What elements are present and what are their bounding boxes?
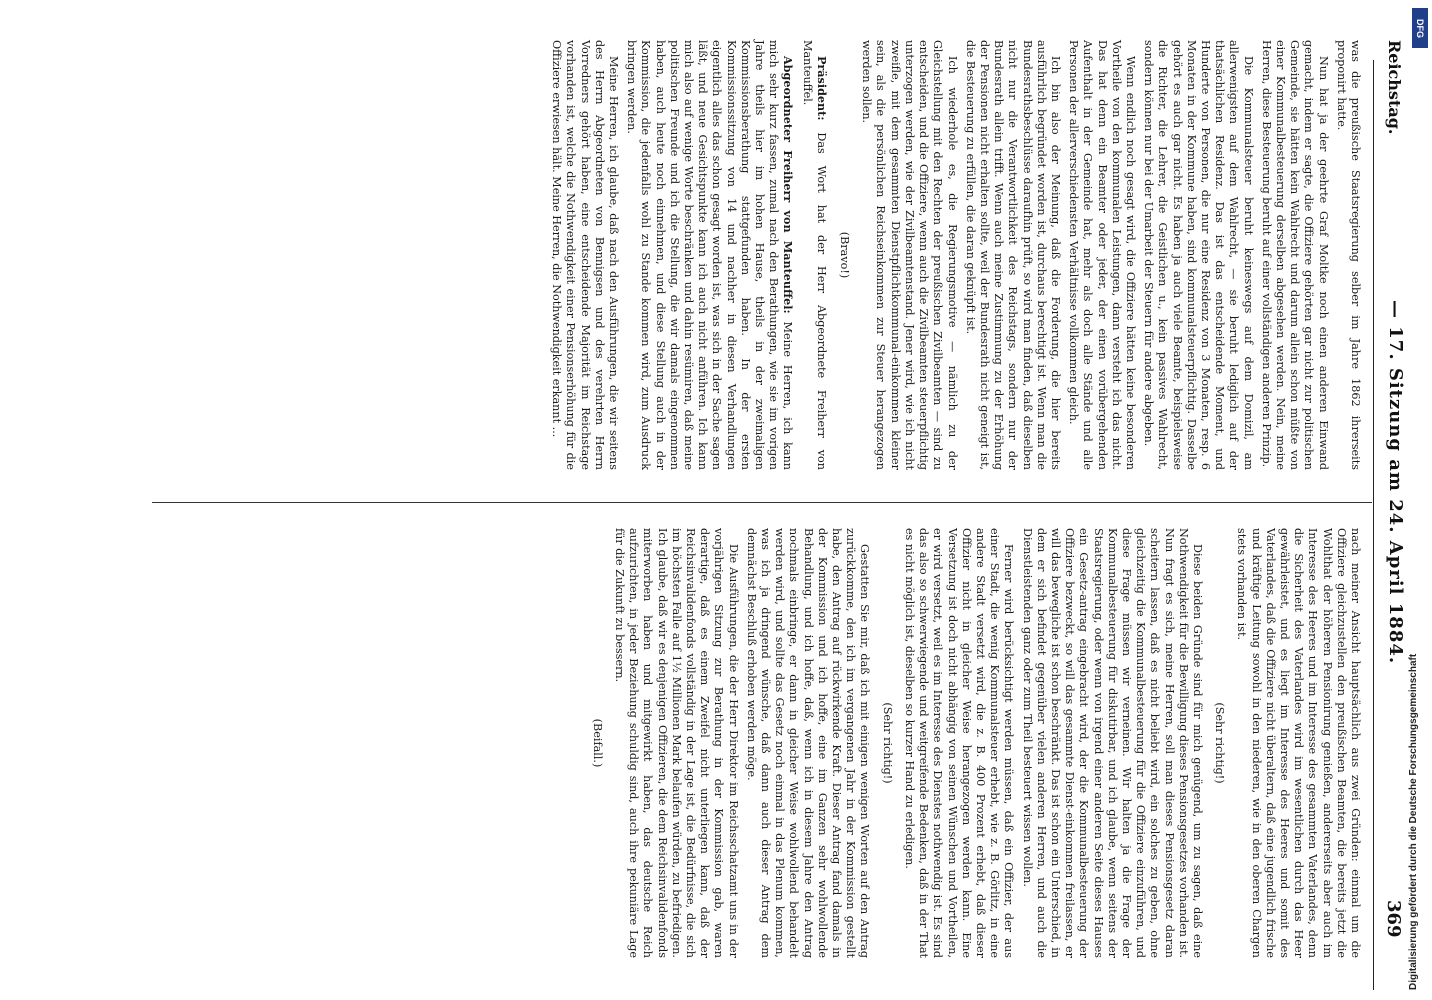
paragraph: Nun hat ja der geehrte Graf Moltke noch einen anderen Einwand gemacht, indem er sagte, die Offiziere gehörten gar nicht zur politischen Gemeinde, sie hätten kein Wahlrecht und darum allein schon müßte von einer Kommunalbesteuerung derselben abgesehen werden. Nein, meine Herren, diese Besteuerung beruht auf einer vollständigen anderen Prinzip. bbox=[1259, 40, 1330, 470]
paragraph: nach meiner Ansicht hauptsächlich aus zwei Gründen: einmal um die Offiziere gleichzustellen den preußischen Beamten, die bereits jetzt die Wohlthat der höheren Pensionirung genießen, andererseits aber auch im Interesse des Heeres und im Interesse des gesammten Vaterlandes, denn die Sicherheit des Vaterlandes wird im wesentlichen durch das Heer gewährleistet, und es liegt im Interesse des Heeres und somit des Vaterlandes, daß die Offiziere nicht überaltern, daß eine jugendlich frische und kräftige Leitung sowohl in den niederen, wie in den oberen Chargen stets vorhanden ist. bbox=[1235, 528, 1362, 958]
remark-sehr-richtig: (Sehr richtig!) bbox=[1213, 702, 1227, 784]
right-column bbox=[582, 528, 1362, 958]
remark-sehr-richtig: (Sehr richtig!) bbox=[880, 702, 894, 784]
dfg-logo: DFG bbox=[1412, 8, 1428, 48]
remark-bravo: (Bravo!) bbox=[838, 231, 852, 279]
left-column bbox=[545, 40, 1362, 470]
digitization-note: Digitalisierung gefördert durch die Deutsche Forschungsgemeinschaft bbox=[1408, 653, 1419, 990]
paragraph: Diese beiden Gründe sind für mich genügend, um zu sagen, daß eine Nothwendigkeit für die Bewilligung dieses Pensionsgesetzes vorhanden ist. Nun fragt es sich, meine Herren, soll man dieses Pensionsgesetz daran scheitern lassen, daß es nicht beliebt wird, ein solches zu geben, ohne gleichzeitig die Kommunalbesteuerung für die Offiziere einzuführen, und diese Frage müssen wir verneinen. Wir halten ja die Frage der Kommunalbesteuerung für diskutirbar, und ich glaube, wenn seitens der Staatsregierung, oder wenn von irgend einer anderen Seite dieses Hauses ein Gesetz-antrag eingebracht wird, der die Kommunalbesteuerung der Offiziere bezweckt, so will das gesammte Dienst-einkommen freilassen, er will das bewegliche ist schon beschränkt. Das ist schon ein Unterschied, in dem er sich befindet gegenüber vielen anderen Herren, und auch die Dienstleistenden ganz oder zum Theil besteuert wissen wollen. bbox=[1020, 528, 1204, 958]
paragraph: Meine Herren, ich glaube, daß nach den Ausführungen, die wir seitens des Herrn Abgeordneten von Bennigsen und des verehrten Herrn Vorredners gehört haben, eine entscheidende Majorität im Reichstage vorhanden ist, welche die Nothwendigkeit einer Pensionserhöhung für die Offiziere erwiesen hält. Meine Herren, die Nothwendigkeit erkannt ... bbox=[550, 40, 621, 470]
column-divider bbox=[152, 502, 1372, 503]
paragraph: Ich bin also der Meinung, daß die Forderung, die hier bereits ausführlich begründet worden ist, durchaus berechtigt ist. Wenn man die Bundesrathsbeschlüsse daraufhin prüft, so wird man finden, daß dieselben nicht nur die Verantwortlichkeit des Reichstags, sondern nur der Bundesrath allein trifft. Wenn auch meine Zustimmung zu der Erhöhung der Pensionen nicht erhalten sollte, weil der Bundesrath nicht geneigt ist, die Besteuerung zu erfüllen, die daran geknüpft ist. bbox=[963, 40, 1062, 470]
paragraph: Die Ausführungen, die der Herr Direktor im Reichsschatzamt uns in der vorjährigen Sitzung zur Berathung in der Kommission gab, waren derartige, daß es einem Zweifel nicht unterliegen kann, daß der Reichsinvalidenfonds vollständig in der Lage ist, die Bedürfnisse, die sich im höchsten Falle auf 1½ Millionen Mark belaufen würden, zu befriedigen. Ich glaube, daß wir es denjenigen Offizieren, die dem Reichsinvalidenfonds miterworben haben und mitgewirkt haben, das deutsche Reich aufzurichten, in jeder Beziehung schuldig sind, auch ihre pekuniäre Lage für die Zukunft zu bessern. bbox=[613, 528, 740, 958]
remark-beifall: (Beifall.) bbox=[590, 718, 604, 768]
header-rule bbox=[1373, 60, 1374, 990]
paragraph: Ich wiederhole es, die Regierungsmotive — nämlich zu der Gleichstellung mit den Rechten der preußischen Zivilbeamten — sind zu entscheiden, und die Offiziere, wenn auch die Zivilbeamten steuerpflichtig unterzogen werden, wie der Zivilbeamtenstand. Jener wird, wie ich nicht zweifle, mit dem gesammten Dienstpflichtkommunal-einkommen kleiner sein, als die persönlichen Reichseinkommen zur Steuer herangezogen werden sollen. bbox=[860, 40, 959, 470]
president-label: Präsident: bbox=[814, 56, 829, 121]
paragraph: was die preußische Staatsregierung selber im Jahre 1862 ihrerseits proponirt hatte. bbox=[1334, 40, 1362, 470]
paragraph: Wenn endlich noch gesagt wird, die Offiziere hätten keine besonderen Vortheile von den kommunalen Leistungen, dann versteht ich das nicht. Das hat denn ein Beamter oder jeder, der einen vorübergehenden Aufenthalt in der Gemeinde hat, mehr als doch alle Stände und alle Personen der allerverschiedensten Verhältnisse vollkommen gleich. bbox=[1067, 40, 1137, 470]
digitization-margin bbox=[1400, 0, 1432, 1000]
speaker-text: Meine Herren, ich kann mich sehr kurz fassen, zumal nach den Berathungen, wie sie im vorigen Jahre theils hier im hohen Hause, theils in der zweimaligen Kommissionsberathung stattgefunden haben. In der ersten Kommissionssitzung von 14 und nachher in diesen Verhandlungen eigentlich alles das schon gesagt worden ist, was sich in der Sache sagen läßt, und neue Gesichtspunkte kann ich auch nicht anführen. Ich kann mich also auf wenige Worte beschränken und dahin resümiren, daß meine politischen Freunde und ich die Stellung, die wir damals eingenommen haben, auch heute noch einnehmen, und diese Stellung auch in der Kommission, die jedenfalls wohl zu Stande kommen wird, zum Ausdruck bringen werden. bbox=[625, 40, 795, 471]
president-text: Das Wort hat der Herr Abgeordnete Freiherr von Manteuffel. bbox=[800, 40, 828, 471]
header-session-date: — 17. Sitzung am 24. April 1884. bbox=[1385, 300, 1406, 665]
page-number: 369 bbox=[1383, 900, 1404, 938]
paragraph: Ferner wird berücksichtigt werden müssen, daß ein Offizier, der aus einer Stadt, die wenig Kommunalsteuer erhebt, wie z. B. Görlitz, in eine andere Stadt versetzt wird, die z. B. 400 Prozent erhebt, daß dieser Offizier nicht in gleicher Weise herangezogen werden kann. Eine Versetzung ist doch nicht abhängig von seinen Wünschen und Vortheilen, er wird versetzt, weil es im Interesse des Dienstes nothwendig ist. Es sind das also so schwerwiegende und weitgreifende Bedenken, daß in der That es nicht möglich ist, dieselben so kurzer Hand zu erledigen. bbox=[902, 528, 1016, 958]
paragraph: Gestatten Sie mir, daß ich mit einigen wenigen Worten auf den Antrag zurückkomme, den ich im vergangenen Jahr in der Kommission gestellt habe, den Antrag auf rückwirkende Kraft. Dieser Antrag fand damals in der Kommission und ich hoffe, eine im Ganzen sehr wohlwollende Behandlung, und ich hoffe, daß, wenn ich in diesem Jahre den Antrag nochmals einbringe, er dann in gleicher Weise wohlwollend behandelt werden wird, und sollte das Gesetz noch einmal in das Plenum kommen, was ich ja dringend wünsche, daß dann auch dieser Antrag dem demnächst Beschluß erhoben werden möge. bbox=[744, 528, 872, 958]
speaker-statement bbox=[624, 40, 795, 470]
paragraph: Die Kommunalsteuer beruht keineswegs auf dem Domizil, am allerwenigsten auf dem Wahlrecht, — sie beruht lediglich auf der thatsächlichen Residenz. Das ist das entscheidende Moment, und Hunderte von Personen, die nur eine Residenz von 3 Monaten, resp. 6 Monaten in der Kommune haben, sind kommunalsteuerpflichtig. Dasselbe gehört es auch gar nicht. Es haben ja auch viele Beamte, beispielsweise die Richter, die Lehrer, die Geistlichen u., kein passives Wahlrecht, sondern können nur bei der Umarbeit der Steuern für andere abgeben. bbox=[1142, 40, 1255, 470]
speaker-label: Abgeordneter Freiherr von Manteuffel: bbox=[781, 56, 796, 314]
president-statement bbox=[799, 40, 828, 470]
header-left: Reichstag. bbox=[1385, 40, 1404, 135]
